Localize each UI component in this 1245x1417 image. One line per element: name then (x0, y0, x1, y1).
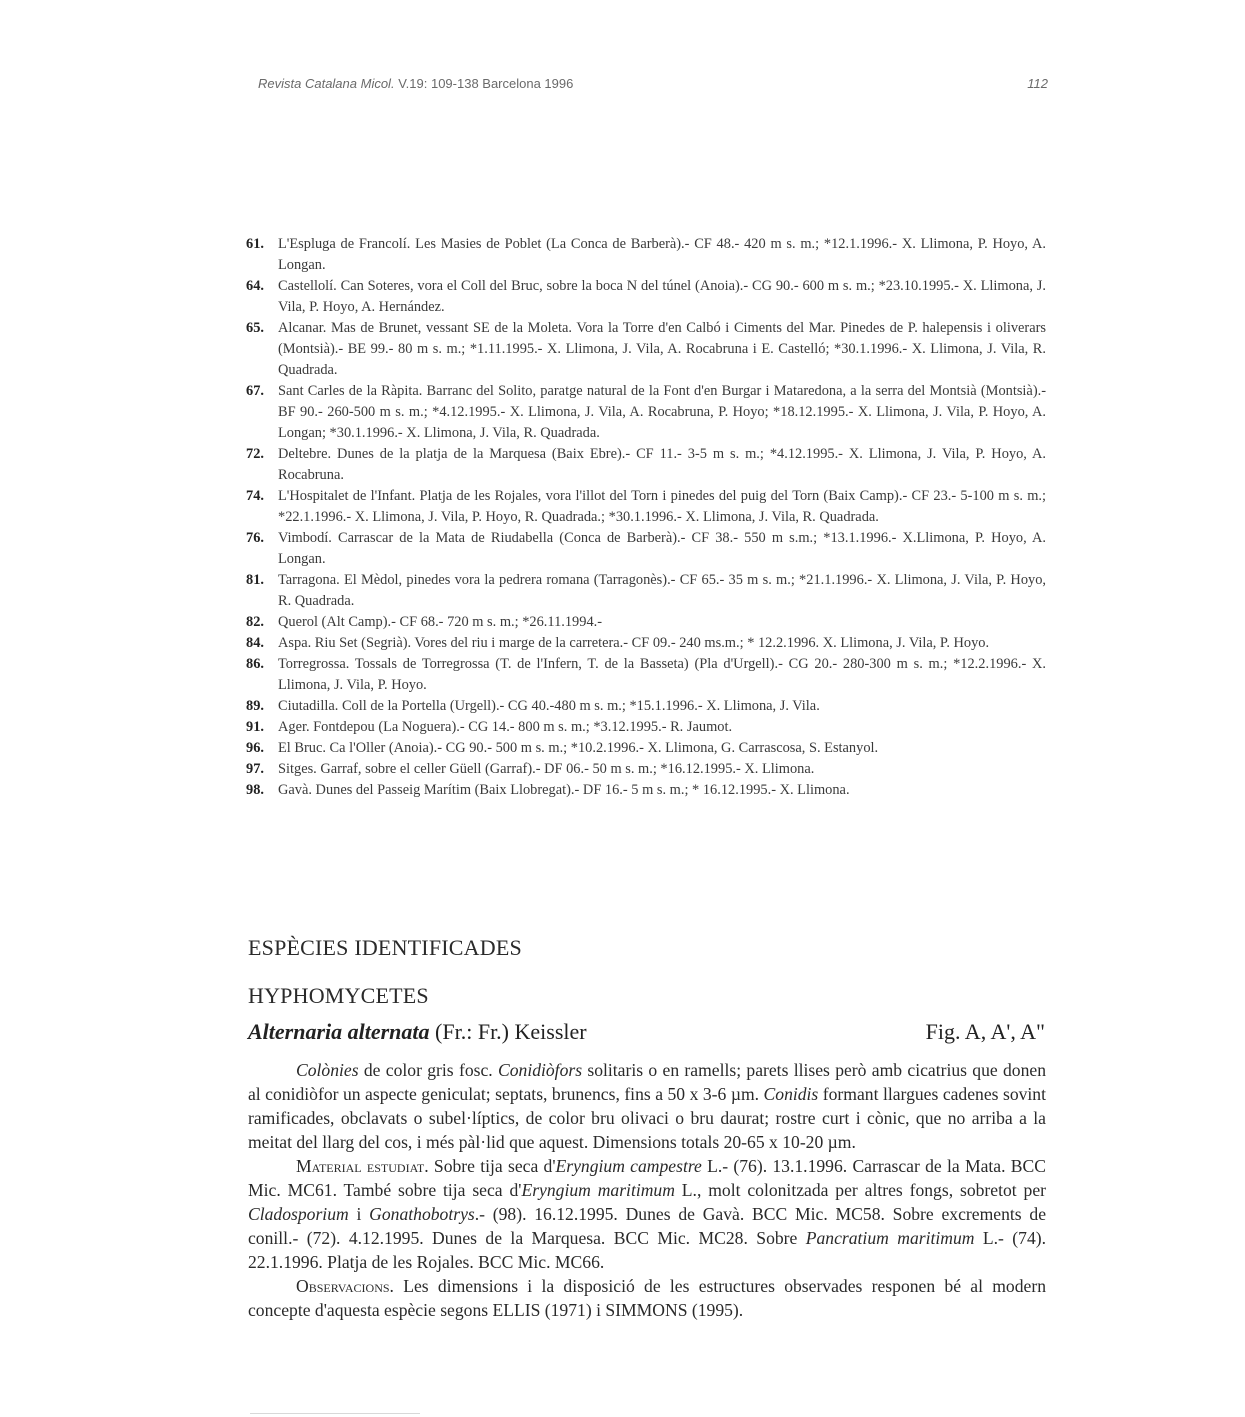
locality-entry (246, 612, 1046, 633)
locality-text: L'Espluga de Francolí. Les Masies de Poblet (La Conca de Barberà).- CF 48.- 420 m s. m.; *12.1.1996.- X. Llimona, P. Hoyo, A. Longan. (278, 236, 1046, 273)
material-paragraph (248, 1154, 1046, 1274)
observations-paragraph (248, 1274, 1046, 1322)
locality-entry (246, 717, 1046, 738)
observations-label: Observacions. (296, 1276, 394, 1296)
locality-text: Castellolí. Can Soteres, vora el Coll del Bruc, sobre la boca N del túnel (Anoia).- CG 90.- 600 m s. m.; *23.10.1995.- X. Llimona, J. Vila, P. Hoyo, A. Hernández. (278, 278, 1046, 315)
locality-text: Vimbodí. Carrascar de la Mata de Riudabella (Conca de Barberà).- CF 38.- 550 m s.m.; *13.1.1996.- X.Llimona, P. Hoyo, A. Longan. (278, 530, 1046, 567)
term-conidiophores: Conidiòfors (497, 1060, 583, 1080)
material-text: L.- (76). 13.1.1996. Carrascar de la Mata. BCC Mic. MC61. També sobre tija seca d' (248, 1156, 1046, 1200)
locality-text: L'Hospitalet de l'Infant. Platja de les Rojales, vora l'illot del Torn i pinedes del puig del Torn (Baix Camp).- CF 23.- 5-100 m s. m.; *22.1.1996.- X. Llimona, J. Vila, P. Hoyo, R. Quadrada.; *30.1.1996.- X. Llimona, J. Vila, R. Quadrada. (278, 488, 1046, 525)
locality-text: Querol (Alt Camp).- CF 68.- 720 m s. m.; *26.11.1994.- (278, 614, 603, 630)
term-conidia: Conidis (763, 1084, 819, 1104)
section-heading: ESPÈCIES IDENTIFICADES (248, 935, 522, 960)
locality-number: 86. (246, 656, 264, 672)
locality-text: Torregrossa. Tossals de Torregrossa (T. de l'Infern, T. de la Basseta) (Pla d'Urgell).- CG 20.- 280-300 m s. m.; *12.2.1996.- X. Llimona, J. Vila, P. Hoyo. (278, 656, 1046, 693)
locality-number: 74. (246, 488, 264, 504)
locality-text: Tarragona. El Mèdol, pinedes vora la pedrera romana (Tarragonès).- CF 65.- 35 m s. m.; *21.1.1996.- X. Llimona, J. Vila, P. Hoyo, R. Quadrada. (278, 572, 1046, 609)
host-species: Eryngium campestre (555, 1156, 702, 1176)
observations-text: Les dimensions i la disposició de les estructures observades responen bé al modern concepte d'aquesta espècie segons ELLIS (1971) i SIMMONS (1995). (248, 1276, 1046, 1320)
locality-text: Ager. Fontdepou (La Noguera).- CG 14.- 800 m s. m.; *3.12.1995.- R. Jaumot. (278, 719, 733, 735)
fungus-genus: Cladosporium (248, 1204, 349, 1224)
locality-number: 72. (246, 446, 264, 462)
locality-number: 96. (246, 740, 264, 756)
locality-text: Sant Carles de la Ràpita. Barranc del Solito, paratge natural de la Font d'en Burgar i Mataredona, a la serra del Montsià (Montsià).- BF 90.- 260-500 m s. m.; *4.12.1995.- X. Llimona, J. Vila, A. Rocabruna, P. Hoyo; *18.12.1995.- X. Llimona, J. Vila, P. Hoyo, A. Longan; *30.1.1996.- X. Llimona, J. Vila, R. Quadrada. (278, 383, 1046, 441)
bottom-rule (250, 1413, 420, 1414)
locality-number: 64. (246, 278, 264, 294)
locality-entry (246, 654, 1046, 696)
locality-entry (246, 444, 1046, 486)
figure-reference: Fig. A, A', A" (925, 1019, 1045, 1044)
material-text: L.- (74). 22.1.1996. Platja de les Rojales. BCC Mic. MC66. (248, 1228, 1047, 1272)
material-text: Sobre tija seca d' (428, 1156, 556, 1176)
locality-entry (246, 234, 1046, 276)
description-text: solitaris o en ramells; parets llises però amb cicatrius que donen al conidiòfor un aspecte geniculat; septats, brunencs, fins a 50 x 3-6 µm. (248, 1060, 1046, 1104)
description-text: de color gris fosc. (358, 1060, 498, 1080)
material-text: .- (98). 16.12.1995. Dunes de Gavà. BCC Mic. MC58. Sobre excrements de conill.- (72). 4.12.1995. Dunes de la Marquesa. BCC Mic. MC28. Sobre (248, 1204, 1046, 1248)
species-title (248, 1019, 1045, 1045)
locality-text: Aspa. Riu Set (Segrià). Vores del riu i marge de la carretera.- CF 09.- 240 ms.m.; * 12.2.1996. X. Llimona, J. Vila, P. Hoyo. (278, 635, 990, 651)
locality-number: 61. (246, 236, 264, 252)
locality-entry (246, 738, 1046, 759)
locality-text: Alcanar. Mas de Brunet, vessant SE de la Moleta. Vora la Torre d'en Calbó i Ciments del Mar. Pinedes de P. halepensis i oliverars (Montsià).- BE 99.- 80 m s. m.; *1.11.1995.- X. Llimona, J. Vila, A. Rocabruna i E. Castelló; *30.1.1996.- X. Llimona, J. Vila, R. Quadrada. (278, 320, 1046, 378)
locality-text: Gavà. Dunes del Passeig Marítim (Baix Llobregat).- DF 16.- 5 m s. m.; * 16.12.1995.- X. Llimona. (278, 782, 850, 798)
locality-number: 97. (246, 761, 264, 777)
fungus-genus: Gonathobotrys (369, 1204, 475, 1224)
locality-number: 76. (246, 530, 264, 546)
species-description (248, 1058, 1046, 1322)
page-number: 112 (1027, 76, 1048, 91)
journal-title: Revista Catalana Micol. (258, 76, 395, 91)
locality-entry (246, 570, 1046, 612)
description-paragraph (248, 1058, 1046, 1154)
locality-text: Sitges. Garraf, sobre el celler Güell (Garraf).- DF 06.- 50 m s. m.; *16.12.1995.- X. Llimona. (278, 761, 815, 777)
locality-number: 91. (246, 719, 264, 735)
locality-entry (246, 528, 1046, 570)
locality-number: 98. (246, 782, 264, 798)
locality-text: Ciutadilla. Coll de la Portella (Urgell).- CG 40.-480 m s. m.; *15.1.1996.- X. Llimona, J. Vila. (278, 698, 820, 714)
locality-number: 89. (246, 698, 264, 714)
locality-number: 81. (246, 572, 264, 588)
locality-entry (246, 486, 1046, 528)
material-text: i (348, 1204, 370, 1224)
material-label: Material estudiat. (296, 1156, 429, 1176)
host-species: Eryngium maritimum (521, 1180, 675, 1200)
description-text: formant llargues cadenes sovint ramificades, obclavats o subel·líptics, de color bru olivaci o bru daurat; rostre curt i cònic, que no arriba a la meitat del llarg del cos, i més pàl·lid que aquest. Dimensions totals 20-65 x 10-20 µm. (248, 1084, 1046, 1152)
locality-number: 82. (246, 614, 264, 630)
localities-list (246, 234, 1046, 801)
locality-entry (246, 318, 1046, 381)
locality-entry (246, 696, 1046, 717)
host-species: Pancratium maritimum (805, 1228, 975, 1248)
locality-entry (246, 633, 1046, 654)
term-colonies: Colònies (296, 1060, 359, 1080)
locality-number: 84. (246, 635, 264, 651)
species-authority: (Fr.: Fr.) Keissler (435, 1019, 587, 1044)
subsection-heading: HYPHOMYCETES (248, 983, 429, 1008)
locality-entry (246, 759, 1046, 780)
locality-number: 65. (246, 320, 264, 336)
locality-number: 67. (246, 383, 264, 399)
locality-entry (246, 276, 1046, 318)
running-head (258, 76, 1048, 91)
locality-text: Deltebre. Dunes de la platja de la Marquesa (Baix Ebre).- CF 11.- 3-5 m s. m.; *4.12.1995.- X. Llimona, J. Vila, P. Hoyo, A. Rocabruna. (278, 446, 1046, 483)
material-text: L., molt colonitzada per altres fongs, sobretot per (674, 1180, 1046, 1200)
locality-entry (246, 780, 1046, 801)
locality-text: El Bruc. Ca l'Oller (Anoia).- CG 90.- 500 m s. m.; *10.2.1996.- X. Llimona, G. Carrascosa, S. Estanyol. (278, 740, 879, 756)
locality-entry (246, 381, 1046, 444)
volume-info: V.19: 109-138 Barcelona 1996 (398, 76, 574, 91)
species-name: Alternaria alternata (248, 1019, 430, 1044)
